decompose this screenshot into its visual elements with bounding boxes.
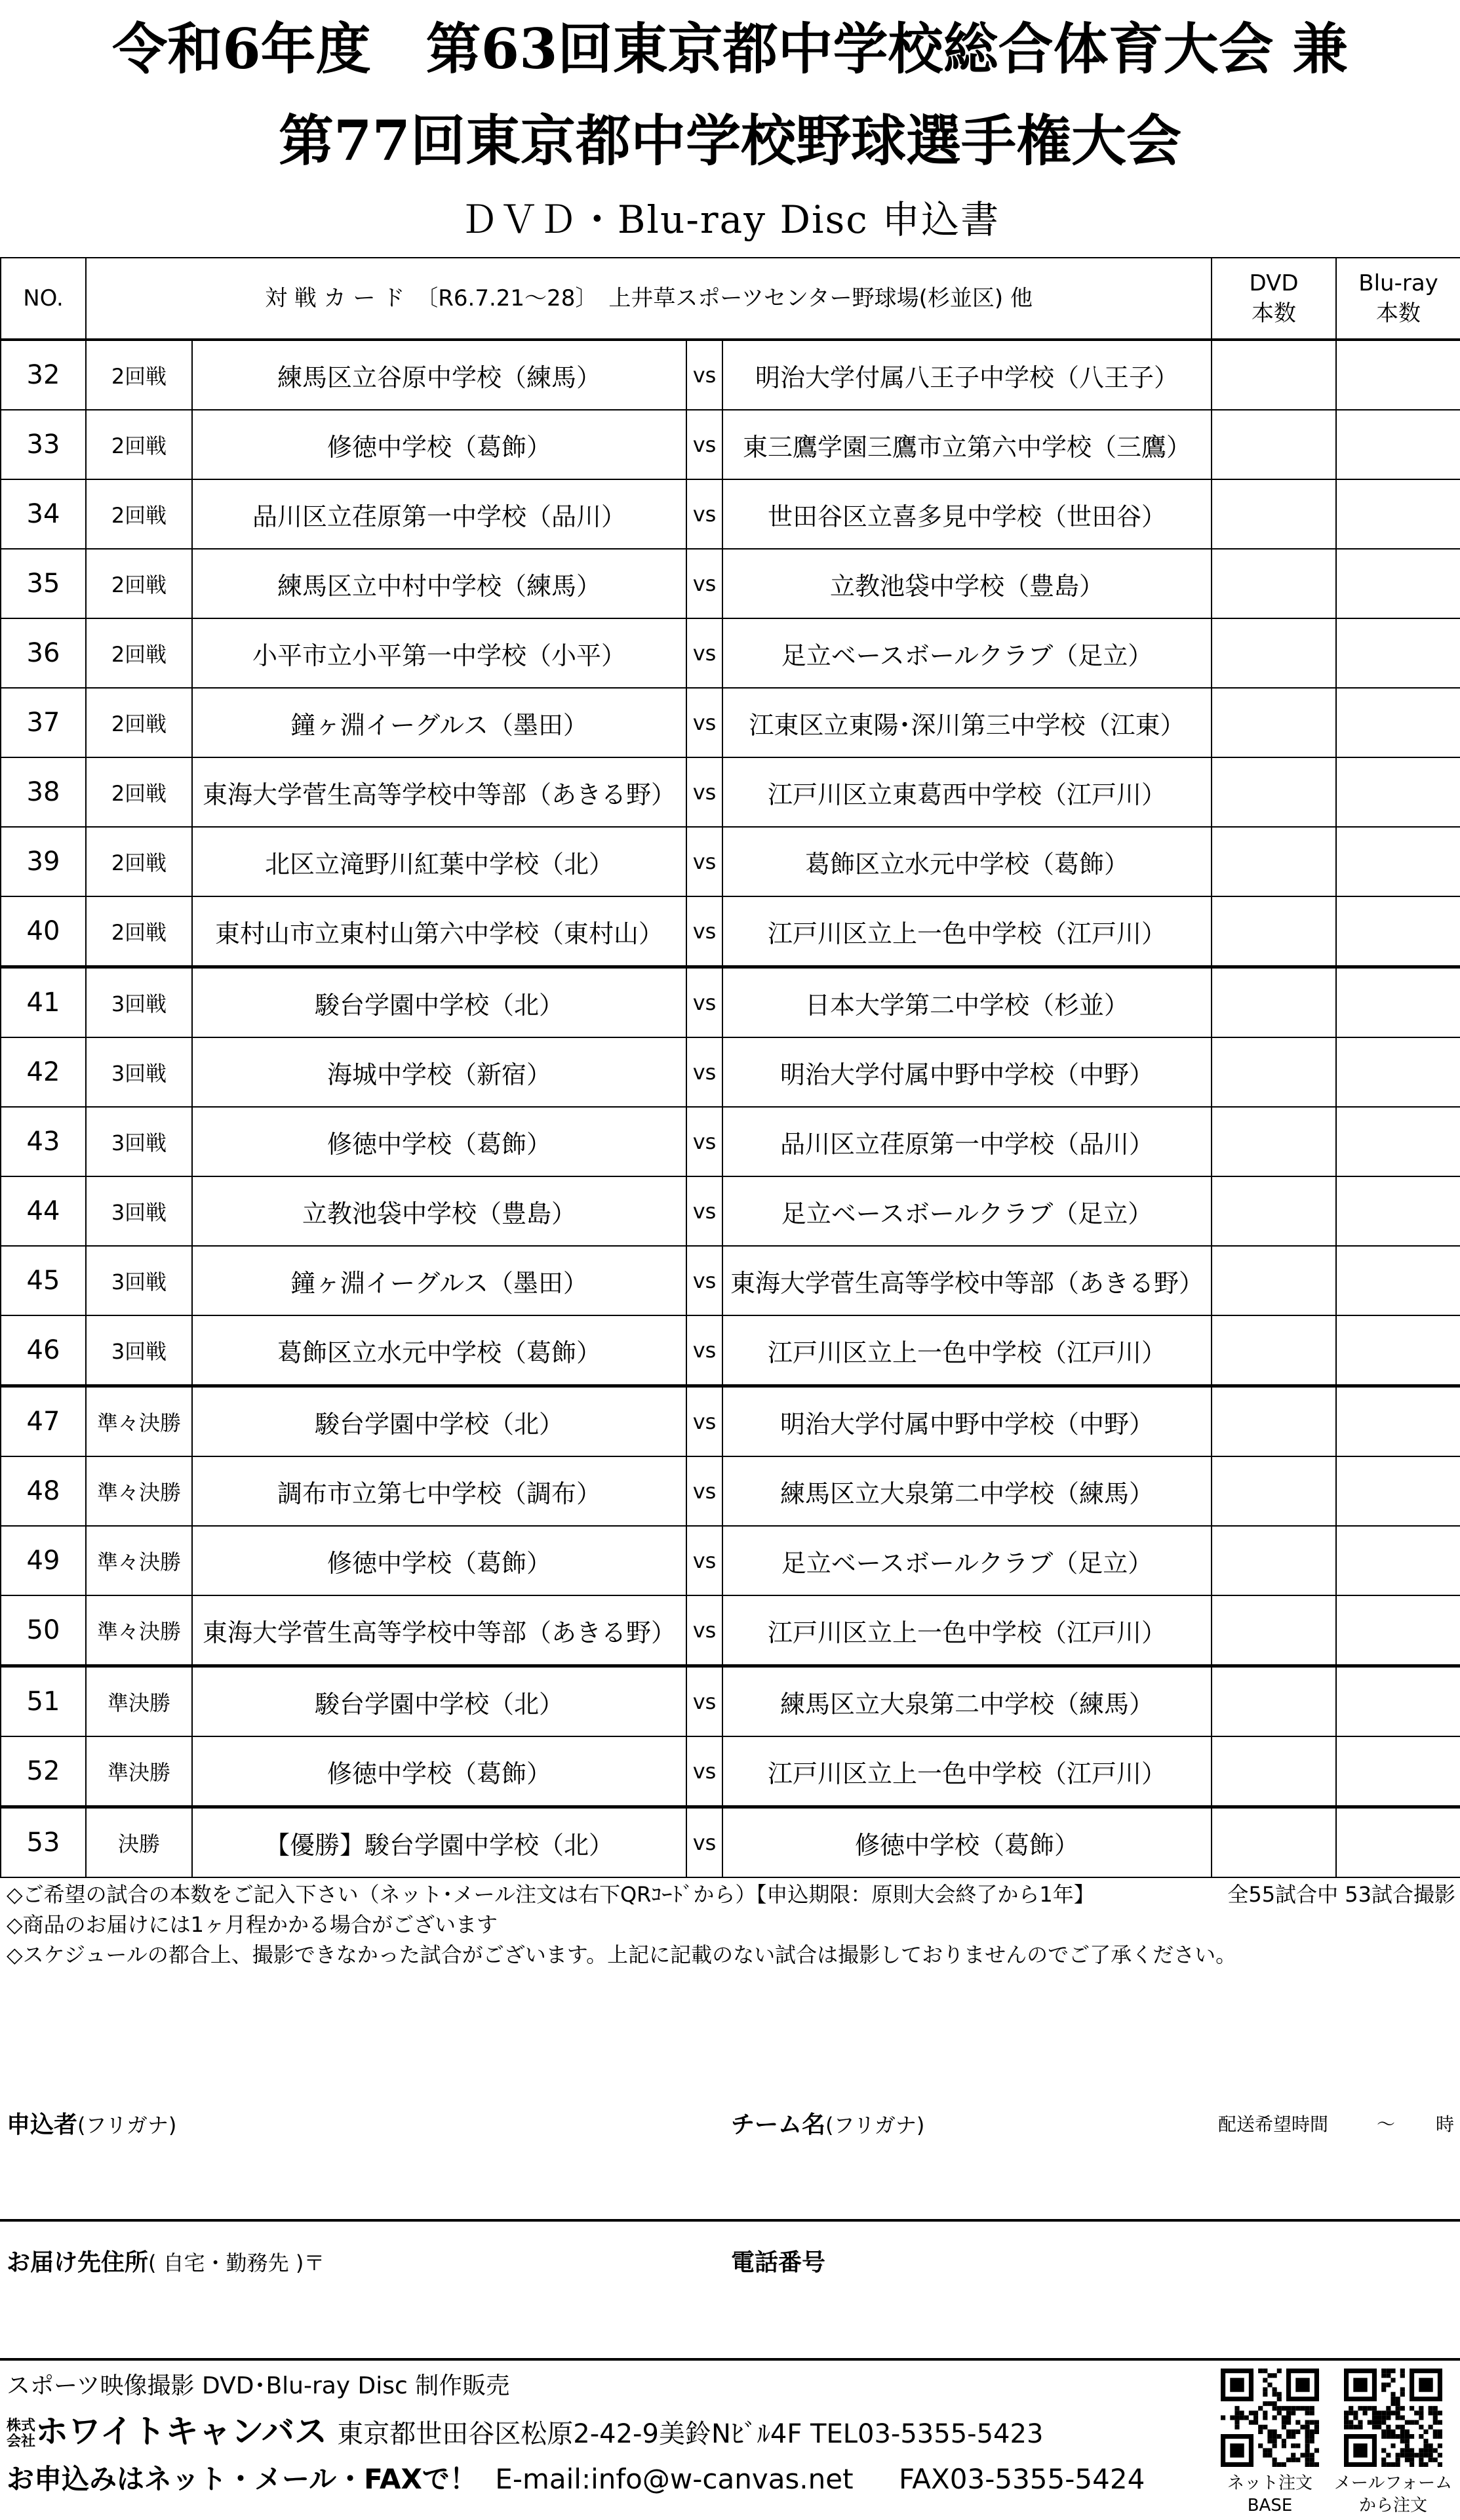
match-number: 49 — [1, 1526, 86, 1595]
applicant-kana-label: (フリガナ) — [77, 2113, 177, 2138]
table-row — [1, 1736, 1460, 1807]
away-team: 江戸川区立上一色中学校（江戸川） — [722, 1315, 1212, 1386]
bluray-qty-input[interactable] — [1336, 1176, 1460, 1246]
table-row — [1, 410, 1460, 479]
match-round: 準々決勝 — [86, 1526, 192, 1595]
bluray-qty-input[interactable] — [1336, 688, 1460, 757]
dvd-qty-input[interactable] — [1212, 1107, 1336, 1176]
away-team: 明治大学付属八王子中学校（八王子） — [722, 340, 1212, 410]
away-team: 足立ベースボールクラブ（足立） — [722, 1526, 1212, 1595]
dvd-qty-input[interactable] — [1212, 549, 1336, 618]
away-team: 東海大学菅生高等学校中等部（あきる野） — [722, 1246, 1212, 1315]
dvd-qty-input[interactable] — [1212, 1807, 1336, 1878]
away-team: 練馬区立大泉第二中学校（練馬） — [722, 1666, 1212, 1737]
home-team: 葛飾区立水元中学校（葛飾） — [192, 1315, 686, 1386]
bluray-qty-input[interactable] — [1336, 1315, 1460, 1386]
home-team: 練馬区立谷原中学校（練馬） — [192, 340, 686, 410]
address-label: お届け先住所 — [7, 2249, 149, 2276]
home-team: 修徳中学校（葛飾） — [192, 410, 686, 479]
table-row — [1, 1037, 1460, 1107]
delivery-time-hour: 時 — [1436, 2113, 1455, 2135]
match-round: 2回戦 — [86, 688, 192, 757]
bluray-qty-input[interactable] — [1336, 757, 1460, 827]
table-row — [1, 757, 1460, 827]
home-team: 駿台学園中学校（北） — [192, 967, 686, 1038]
title-line-1: 令和6年度 第63回東京都中学校総合体育大会 兼 — [112, 16, 1348, 81]
vs-label: vs — [686, 1315, 722, 1386]
contact-email[interactable]: E-mail:info@w-canvas.net — [495, 2463, 854, 2495]
bluray-qty-input[interactable] — [1336, 827, 1460, 896]
match-number: 53 — [1, 1807, 86, 1878]
dvd-qty-input[interactable] — [1212, 827, 1336, 896]
match-number: 47 — [1, 1386, 86, 1457]
dvd-qty-input[interactable] — [1212, 1456, 1336, 1526]
address-note: ( 自宅・勤務先 )〒 — [148, 2250, 325, 2275]
footer-order-line — [7, 2458, 1145, 2497]
vs-label: vs — [686, 549, 722, 618]
match-round: 2回戦 — [86, 549, 192, 618]
bluray-qty-input[interactable] — [1336, 1736, 1460, 1807]
vs-label: vs — [686, 1037, 722, 1107]
bluray-qty-input[interactable] — [1336, 967, 1460, 1038]
bluray-qty-input[interactable] — [1336, 1107, 1460, 1176]
form-divider-2 — [0, 2358, 1460, 2361]
vs-label: vs — [686, 827, 722, 896]
bluray-qty-input[interactable] — [1336, 1386, 1460, 1457]
home-team: 品川区立荏原第一中学校（品川） — [192, 479, 686, 549]
vs-label: vs — [686, 896, 722, 967]
match-number: 51 — [1, 1666, 86, 1737]
home-team: 東海大学菅生高等学校中等部（あきる野） — [192, 757, 686, 827]
table-row — [1, 1246, 1460, 1315]
match-number: 43 — [1, 1107, 86, 1176]
table-row — [1, 479, 1460, 549]
table-row — [1, 1386, 1460, 1457]
home-team: 北区立滝野川紅葉中学校（北） — [192, 827, 686, 896]
match-number: 45 — [1, 1246, 86, 1315]
match-round: 準々決勝 — [86, 1595, 192, 1666]
vs-label: vs — [686, 410, 722, 479]
away-team: 練馬区立大泉第二中学校（練馬） — [722, 1456, 1212, 1526]
dvd-qty-input[interactable] — [1212, 1526, 1336, 1595]
applicant-field[interactable] — [7, 2106, 176, 2140]
match-number: 52 — [1, 1736, 86, 1807]
away-team: 江戸川区立上一色中学校（江戸川） — [722, 896, 1212, 967]
away-team: 江戸川区立上一色中学校（江戸川） — [722, 1736, 1212, 1807]
away-team: 東三鷹学園三鷹市立第六中学校（三鷹） — [722, 410, 1212, 479]
match-round: 2回戦 — [86, 410, 192, 479]
dvd-qty-input[interactable] — [1212, 1176, 1336, 1246]
table-row — [1, 1595, 1460, 1666]
away-team: 足立ベースボールクラブ（足立） — [722, 618, 1212, 688]
match-number: 42 — [1, 1037, 86, 1107]
bluray-qty-input[interactable] — [1336, 410, 1460, 479]
match-round: 3回戦 — [86, 1037, 192, 1107]
match-round: 2回戦 — [86, 479, 192, 549]
away-team: 江戸川区立東葛西中学校（江戸川） — [722, 757, 1212, 827]
match-round: 2回戦 — [86, 827, 192, 896]
table-row — [1, 1176, 1460, 1246]
match-number: 33 — [1, 410, 86, 479]
match-number: 38 — [1, 757, 86, 827]
dvd-qty-input[interactable] — [1212, 896, 1336, 967]
footer-business: スポーツ映像撮影 DVD･Blu-ray Disc 制作販売 — [7, 2372, 510, 2399]
match-number: 36 — [1, 618, 86, 688]
note-line-2: ◇商品のお届けには1ヶ月程かかる場合がございます — [7, 1912, 498, 1937]
vs-label: vs — [686, 340, 722, 410]
vs-label: vs — [686, 1526, 722, 1595]
vs-label: vs — [686, 1807, 722, 1878]
company-name: ホワイトキャンバス — [35, 2412, 328, 2450]
table-row — [1, 1807, 1460, 1878]
vs-label: vs — [686, 479, 722, 549]
home-team: 立教池袋中学校（豊島） — [192, 1176, 686, 1246]
home-team: 東村山市立東村山第六中学校（東村山） — [192, 896, 686, 967]
dvd-qty-input[interactable] — [1212, 1736, 1336, 1807]
match-round: 決勝 — [86, 1807, 192, 1878]
away-team: 日本大学第二中学校（杉並） — [722, 967, 1212, 1038]
table-row — [1, 549, 1460, 618]
dvd-qty-input[interactable] — [1212, 757, 1336, 827]
bluray-qty-input[interactable] — [1336, 1526, 1460, 1595]
home-team: 修徳中学校（葛飾） — [192, 1736, 686, 1807]
away-team: 江東区立東陽･深川第三中学校（江東） — [722, 688, 1212, 757]
title-line-2: 第77回東京都中学校野球選手権大会 — [279, 108, 1181, 173]
away-team: 足立ベースボールクラブ（足立） — [722, 1176, 1212, 1246]
vs-label: vs — [686, 1246, 722, 1315]
vs-label: vs — [686, 688, 722, 757]
match-round: 準決勝 — [86, 1666, 192, 1737]
qr-caption-base: ネット注文 BASE — [1227, 2473, 1312, 2515]
header-bluray-qty: Blu-ray 本数 — [1336, 258, 1460, 340]
match-number: 50 — [1, 1595, 86, 1666]
home-team: 修徳中学校（葛飾） — [192, 1107, 686, 1176]
dvd-qty-input[interactable] — [1212, 410, 1336, 479]
away-team: 品川区立荏原第一中学校（品川） — [722, 1107, 1212, 1176]
address-field[interactable] — [7, 2244, 325, 2277]
match-table-body — [1, 340, 1460, 1877]
table-header-row — [1, 258, 1460, 340]
match-round: 2回戦 — [86, 757, 192, 827]
form-title: ＤＶＤ・Blu-ray Disc 申込書 — [460, 197, 1000, 242]
match-round: 3回戦 — [86, 1315, 192, 1386]
phone-field[interactable] — [731, 2244, 825, 2277]
qr-caption-mailform: メールフォーム から注文 — [1333, 2473, 1453, 2515]
vs-label: vs — [686, 1736, 722, 1807]
vs-label: vs — [686, 1456, 722, 1526]
delivery-time-tilde: ～ — [1377, 2113, 1396, 2135]
dvd-qty-input[interactable] — [1212, 1246, 1336, 1315]
match-number: 44 — [1, 1176, 86, 1246]
header-match-card: 対 戦 カ ー ド 〔R6.7.21～28〕 上井草スポーツセンター野球場(杉並区) 他 — [86, 258, 1212, 340]
note-line-1: ◇ご希望の試合の本数をご記入下さい（ネット･メール注文は右下QRｺｰﾄﾞから）【申込期限：原則大会終了から1年】 — [7, 1882, 1095, 1907]
match-number: 39 — [1, 827, 86, 896]
note-match-count: 全55試合中 53試合撮影 — [1227, 1882, 1455, 1907]
table-row — [1, 827, 1460, 896]
dvd-qty-input[interactable] — [1212, 618, 1336, 688]
qr-code-mailform[interactable] — [1344, 2369, 1442, 2467]
match-table — [0, 257, 1460, 1878]
home-team: 練馬区立中村中学校（練馬） — [192, 549, 686, 618]
table-row — [1, 340, 1460, 410]
order-methods: お申込みはネット・メール・FAXで！ — [7, 2463, 477, 2495]
vs-label: vs — [686, 1107, 722, 1176]
dvd-qty-input[interactable] — [1212, 1595, 1336, 1666]
dvd-qty-input[interactable] — [1212, 967, 1336, 1038]
table-row — [1, 1315, 1460, 1386]
bluray-qty-input[interactable] — [1336, 479, 1460, 549]
away-team: 立教池袋中学校（豊島） — [722, 549, 1212, 618]
home-team: 駿台学園中学校（北） — [192, 1666, 686, 1737]
match-number: 32 — [1, 340, 86, 410]
table-row — [1, 967, 1460, 1038]
team-kana-label: (フリガナ) — [825, 2113, 925, 2138]
bluray-qty-input[interactable] — [1336, 340, 1460, 410]
applicant-label: 申込者 — [7, 2111, 78, 2138]
team-name-field[interactable] — [731, 2106, 924, 2140]
match-number: 48 — [1, 1456, 86, 1526]
match-round: 3回戦 — [86, 967, 192, 1038]
delivery-time-label: 配送希望時間 — [1218, 2113, 1329, 2135]
match-round: 準々決勝 — [86, 1456, 192, 1526]
vs-label: vs — [686, 1176, 722, 1246]
match-number: 35 — [1, 549, 86, 618]
team-label: チーム名 — [731, 2111, 826, 2138]
table-row — [1, 688, 1460, 757]
bluray-qty-input[interactable] — [1336, 549, 1460, 618]
home-team: 修徳中学校（葛飾） — [192, 1526, 686, 1595]
match-round: 3回戦 — [86, 1107, 192, 1176]
phone-label: 電話番号 — [731, 2249, 826, 2276]
dvd-qty-input[interactable] — [1212, 340, 1336, 410]
table-row — [1, 896, 1460, 967]
vs-label: vs — [686, 618, 722, 688]
home-team: 駿台学園中学校（北） — [192, 1386, 686, 1457]
company-address-tel: 東京都世田谷区松原2-42-9美鈴Nﾋﾞﾙ4F TEL03-5355-5423 — [337, 2419, 1044, 2449]
bluray-qty-input[interactable] — [1336, 1246, 1460, 1315]
qr-code-base[interactable] — [1221, 2369, 1319, 2467]
match-round: 3回戦 — [86, 1246, 192, 1315]
bluray-qty-input[interactable] — [1336, 1595, 1460, 1666]
home-team: 鐘ヶ淵イーグルス（墨田） — [192, 688, 686, 757]
home-team: 鐘ヶ淵イーグルス（墨田） — [192, 1246, 686, 1315]
home-team: 海城中学校（新宿） — [192, 1037, 686, 1107]
table-row — [1, 1107, 1460, 1176]
away-team: 葛飾区立水元中学校（葛飾） — [722, 827, 1212, 896]
away-team: 明治大学付属中野中学校（中野） — [722, 1386, 1212, 1457]
away-team: 修徳中学校（葛飾） — [722, 1807, 1212, 1878]
header-no: NO. — [1, 258, 86, 340]
bluray-qty-input[interactable] — [1336, 618, 1460, 688]
dvd-qty-input[interactable] — [1212, 1037, 1336, 1107]
dvd-qty-input[interactable] — [1212, 1666, 1336, 1737]
home-team: 小平市立小平第一中学校（小平） — [192, 618, 686, 688]
vs-label: vs — [686, 1595, 722, 1666]
match-number: 34 — [1, 479, 86, 549]
table-row — [1, 1456, 1460, 1526]
match-round: 2回戦 — [86, 618, 192, 688]
note-line-3: ◇スケジュールの都合上、撮影できなかった試合がございます。上記に記載のない試合は撮影しておりませんのでご了承ください。 — [7, 1942, 1237, 1967]
bluray-qty-input[interactable] — [1336, 1037, 1460, 1107]
match-round: 2回戦 — [86, 340, 192, 410]
home-team: 調布市立第七中学校（調布） — [192, 1456, 686, 1526]
away-team: 世田谷区立喜多見中学校（世田谷） — [722, 479, 1212, 549]
bluray-qty-input[interactable] — [1336, 1807, 1460, 1878]
footer-company-line — [7, 2405, 1043, 2452]
table-row — [1, 618, 1460, 688]
match-round: 準決勝 — [86, 1736, 192, 1807]
bluray-qty-input[interactable] — [1336, 896, 1460, 967]
vs-label: vs — [686, 1666, 722, 1737]
match-number: 37 — [1, 688, 86, 757]
form-divider-1 — [0, 2219, 1460, 2222]
match-round: 2回戦 — [86, 896, 192, 967]
header-dvd-qty: DVD 本数 — [1212, 258, 1336, 340]
away-team: 明治大学付属中野中学校（中野） — [722, 1037, 1212, 1107]
match-round: 準々決勝 — [86, 1386, 192, 1457]
vs-label: vs — [686, 967, 722, 1038]
dvd-qty-input[interactable] — [1212, 1315, 1336, 1386]
match-number: 46 — [1, 1315, 86, 1386]
dvd-qty-input[interactable] — [1212, 479, 1336, 549]
match-number: 40 — [1, 896, 86, 967]
vs-label: vs — [686, 757, 722, 827]
away-team: 江戸川区立上一色中学校（江戸川） — [722, 1595, 1212, 1666]
notes — [7, 1879, 1455, 1970]
home-team: 【優勝】駿台学園中学校（北） — [192, 1807, 686, 1878]
dvd-qty-input[interactable] — [1212, 1386, 1336, 1457]
home-team: 東海大学菅生高等学校中等部（あきる野） — [192, 1595, 686, 1666]
bluray-qty-input[interactable] — [1336, 1666, 1460, 1737]
bluray-qty-input[interactable] — [1336, 1456, 1460, 1526]
match-round: 3回戦 — [86, 1176, 192, 1246]
contact-fax: FAX03-5355-5424 — [898, 2463, 1145, 2495]
dvd-qty-input[interactable] — [1212, 688, 1336, 757]
table-row — [1, 1666, 1460, 1737]
match-number: 41 — [1, 967, 86, 1038]
company-type-mark: 株式 会社 — [7, 2418, 36, 2450]
table-row — [1, 1526, 1460, 1595]
vs-label: vs — [686, 1386, 722, 1457]
